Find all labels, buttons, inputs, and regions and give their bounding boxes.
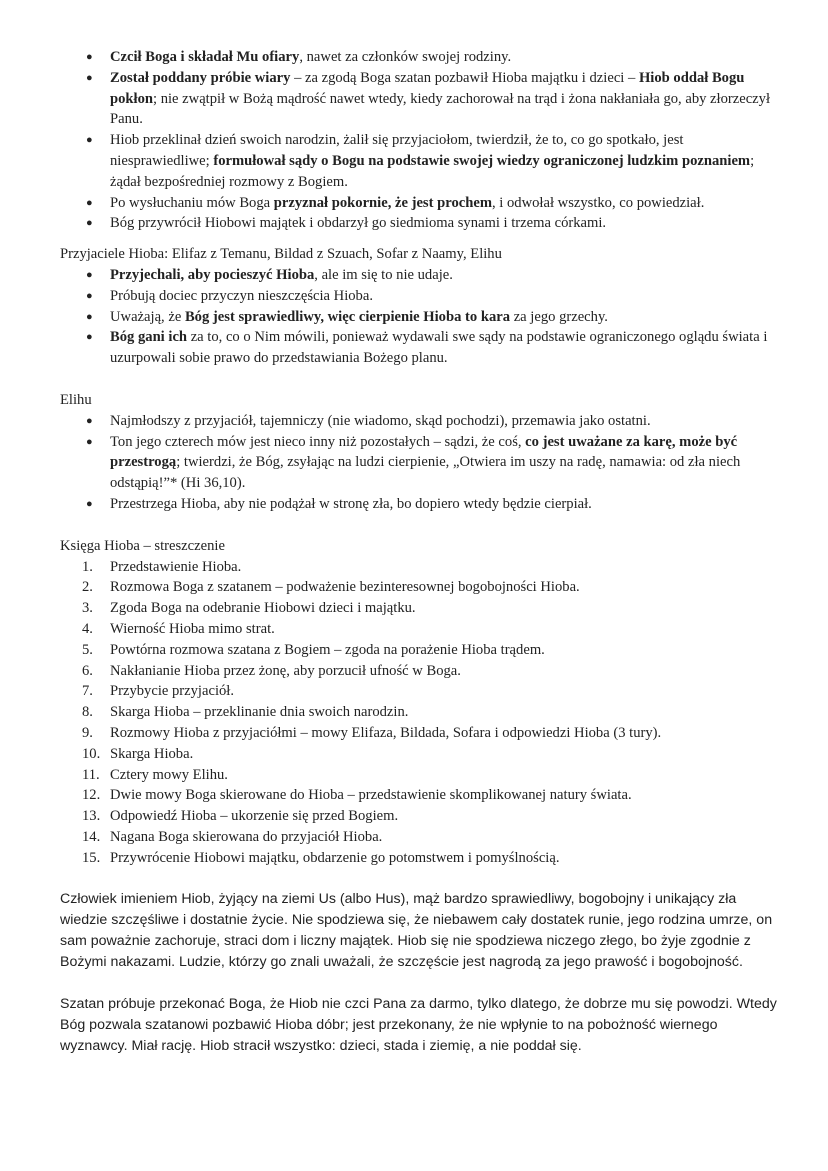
bold-text: formułował sądy o Bogu na podstawie swojej wiedzy ograniczonej ludzkim poznaniem bbox=[213, 152, 751, 169]
bullet-item bbox=[110, 432, 780, 494]
list-text: Przywrócenie Hiobowi majątku, obdarzenie go potomstwem i pomyślnością. bbox=[110, 849, 560, 866]
list-number: 3. bbox=[82, 600, 93, 617]
list-item bbox=[82, 619, 780, 640]
bold-text: Przyjechali, aby pocieszyć Hioba bbox=[110, 266, 315, 283]
list-number: 15. bbox=[82, 849, 101, 866]
list-item bbox=[82, 848, 780, 869]
list-item bbox=[82, 557, 780, 578]
bullet-item bbox=[110, 265, 780, 286]
bold-text: Bóg gani ich bbox=[110, 329, 188, 346]
bold-text: Bóg jest sprawiedliwy, więc cierpienie Hioba to kara bbox=[184, 308, 511, 325]
text-run: Po wysłuchaniu mów Boga bbox=[110, 194, 274, 211]
text-run: , i odwołał wszystko, co powiedział. bbox=[491, 194, 705, 211]
intro-bullet-list bbox=[60, 47, 780, 234]
list-text: Skarga Hioba – przeklinanie dnia swoich narodzin. bbox=[110, 704, 409, 721]
bullet-item bbox=[110, 307, 780, 328]
text-run: Hiob przeklinał dzień swoich narodzin, żalił się przyjaciołom, twierdził, że to, co go spotkało, jest niesprawiedliwe; bbox=[110, 132, 684, 169]
list-text: Odpowiedź Hioba – ukorzenie się przed Bogiem. bbox=[110, 808, 399, 825]
list-number: 4. bbox=[82, 620, 93, 637]
bold-text: Czcił Boga i składał Mu ofiary bbox=[110, 49, 300, 65]
list-text: Zgoda Boga na odebranie Hiobowi dzieci i majątku. bbox=[110, 600, 416, 617]
list-number: 11. bbox=[82, 766, 100, 783]
bullet-item bbox=[110, 411, 780, 432]
bold-text: co jest uważane za karę, może być przestrogą bbox=[110, 433, 738, 471]
friends-bullet-list bbox=[60, 265, 780, 369]
text-run: Uważają, że bbox=[110, 308, 185, 325]
list-text: Skarga Hioba. bbox=[110, 745, 194, 762]
list-item bbox=[82, 785, 780, 806]
list-item bbox=[82, 765, 780, 786]
list-text: Przedstawienie Hioba. bbox=[110, 558, 242, 575]
list-text: Rozmowa Boga z szatanem – podważenie bezinteresownej bogobojności Hioba. bbox=[110, 579, 580, 596]
bullet-item bbox=[110, 286, 780, 307]
bullet-item bbox=[110, 327, 780, 369]
list-text: Wierność Hioba mimo strat. bbox=[110, 620, 275, 637]
summary-numbered-list bbox=[60, 557, 780, 869]
text-run: ; nie zwątpił w Bożą mądrość nawet wtedy, kiedy zachorował na trąd i żona nakłaniała go, aby złorzeczył Panu. bbox=[110, 90, 771, 128]
list-item bbox=[82, 744, 780, 765]
text-run: Bóg przywrócił Hiobowi majątek i obdarzył go siedmioma synami i trzema córkami. bbox=[110, 215, 607, 232]
list-number: 10. bbox=[82, 745, 101, 762]
text-run: za jego grzechy. bbox=[510, 308, 608, 325]
summary-heading: Księga Hioba – streszczenie bbox=[60, 537, 225, 554]
list-text: Powtórna rozmowa szatana z Bogiem – zgoda na porażenie Hioba trądem. bbox=[110, 641, 545, 658]
text-run: , nawet za członków swojej rodziny. bbox=[299, 49, 512, 65]
list-item bbox=[82, 598, 780, 619]
list-number: 5. bbox=[82, 641, 93, 658]
bold-text: Został poddany próbie wiary bbox=[110, 69, 291, 86]
text-run: Próbują dociec przyczyn nieszczęścia Hioba. bbox=[110, 287, 373, 304]
list-text: Przybycie przyjaciół. bbox=[110, 683, 234, 700]
list-item bbox=[82, 827, 780, 848]
list-item bbox=[82, 681, 780, 702]
text-run: – za zgodą Boga szatan pozbawił Hioba majątku i dzieci – bbox=[290, 69, 639, 86]
list-number: 1. bbox=[82, 558, 93, 575]
list-item bbox=[82, 661, 780, 682]
list-number: 12. bbox=[82, 787, 101, 804]
list-text: Nakłanianie Hioba przez żonę, aby porzucił ufność w Boga. bbox=[110, 662, 461, 679]
friends-heading: Przyjaciele Hioba: Elifaz z Temanu, Bildad z Szuach, Sofar z Naamy, Elihu bbox=[60, 246, 502, 263]
text-run: ; żądał bezpośredniej rozmowy z Bogiem. bbox=[110, 152, 755, 190]
list-number: 13. bbox=[82, 808, 101, 825]
list-number: 8. bbox=[82, 704, 93, 721]
bold-text: Hiob oddał Bogu pokłon bbox=[110, 69, 745, 107]
list-text: Dwie mowy Boga skierowane do Hioba – przedstawienie skomplikowanej natury świata. bbox=[110, 787, 632, 804]
elihu-heading: Elihu bbox=[60, 391, 92, 408]
text-run: Ton jego czterech mów jest nieco inny niż pozostałych – sądzi, że coś, bbox=[110, 433, 526, 450]
list-number: 14. bbox=[82, 828, 101, 845]
document-page bbox=[60, 47, 780, 1057]
list-item bbox=[82, 702, 780, 723]
bold-text: przyznał pokornie, że jest prochem bbox=[273, 194, 492, 211]
list-text: Cztery mowy Elihu. bbox=[110, 766, 228, 783]
text-run: Najmłodszy z przyjaciół, tajemniczy (nie wiadomo, skąd pochodzi), przemawia jako ostatni. bbox=[110, 412, 651, 429]
list-text: Nagana Boga skierowana do przyjaciół Hioba. bbox=[110, 828, 383, 845]
list-number: 9. bbox=[82, 724, 93, 741]
bullet-item bbox=[110, 494, 780, 515]
list-text: Rozmowy Hioba z przyjaciółmi – mowy Elifaza, Bildada, Sofara i odpowiedzi Hioba (3 tury). bbox=[110, 724, 662, 741]
paragraph: Szatan próbuje przekonać Boga, że Hiob nie czci Pana za darmo, tylko dlatego, że dobrze mu się powodzi. Wtedy Bóg pozwala szatanowi pozbawić Hioba dóbr; jest przekonany, że nie wpłynie to na pobożność wiernego wyznawcy. Miał rację. Hiob stracił wszystko: dzieci, stada i ziemię, a nie poddał się. bbox=[60, 996, 777, 1055]
bullet-item bbox=[110, 47, 780, 68]
list-item bbox=[82, 806, 780, 827]
bullet-item bbox=[110, 193, 780, 214]
bullet-item bbox=[110, 213, 780, 234]
text-run: za to, co o Nim mówili, ponieważ wydawali swe sądy na podstawie ograniczonego oglądu świata i uzurpowali sobie prawo do przedstawiania Bożego planu. bbox=[110, 329, 768, 367]
text-run: , ale im się to nie udaje. bbox=[314, 266, 453, 283]
paragraph: Człowiek imieniem Hiob, żyjący na ziemi Us (albo Hus), mąż bardzo sprawiedliwy, bogobojny i unikający zła wiedzie szczęśliwe i dostatnie życie. Nie spodziewa się, że niebawem cały dostatek runie, jego rodzina umrze, on sam poważnie zachoruje, straci dom i liczny majątek. Hiob się nie spodziewa niczego złego, bo żyje zgodnie z Bożymi nakazami. Ludzie, którzy go znali uważali, że szczęście jest nagrodą za jego prawość i bogobojność. bbox=[60, 891, 773, 971]
text-run: ; twierdzi, że Bóg, zsyłając na ludzi cierpienie, „Otwiera im uszy na radę, namawia: od zła niech odstąpią!”* (Hi 36,10). bbox=[110, 454, 741, 492]
elihu-bullet-list bbox=[60, 411, 780, 515]
list-item bbox=[82, 723, 780, 744]
list-item bbox=[82, 640, 780, 661]
list-number: 7. bbox=[82, 683, 93, 700]
list-number: 2. bbox=[82, 579, 93, 596]
list-number: 6. bbox=[82, 662, 93, 679]
bullet-item bbox=[110, 130, 780, 192]
list-item bbox=[82, 577, 780, 598]
text-run: Przestrzega Hioba, aby nie podążał w stronę zła, bo dopiero wtedy będzie cierpiał. bbox=[110, 495, 592, 512]
bullet-item bbox=[110, 68, 780, 130]
